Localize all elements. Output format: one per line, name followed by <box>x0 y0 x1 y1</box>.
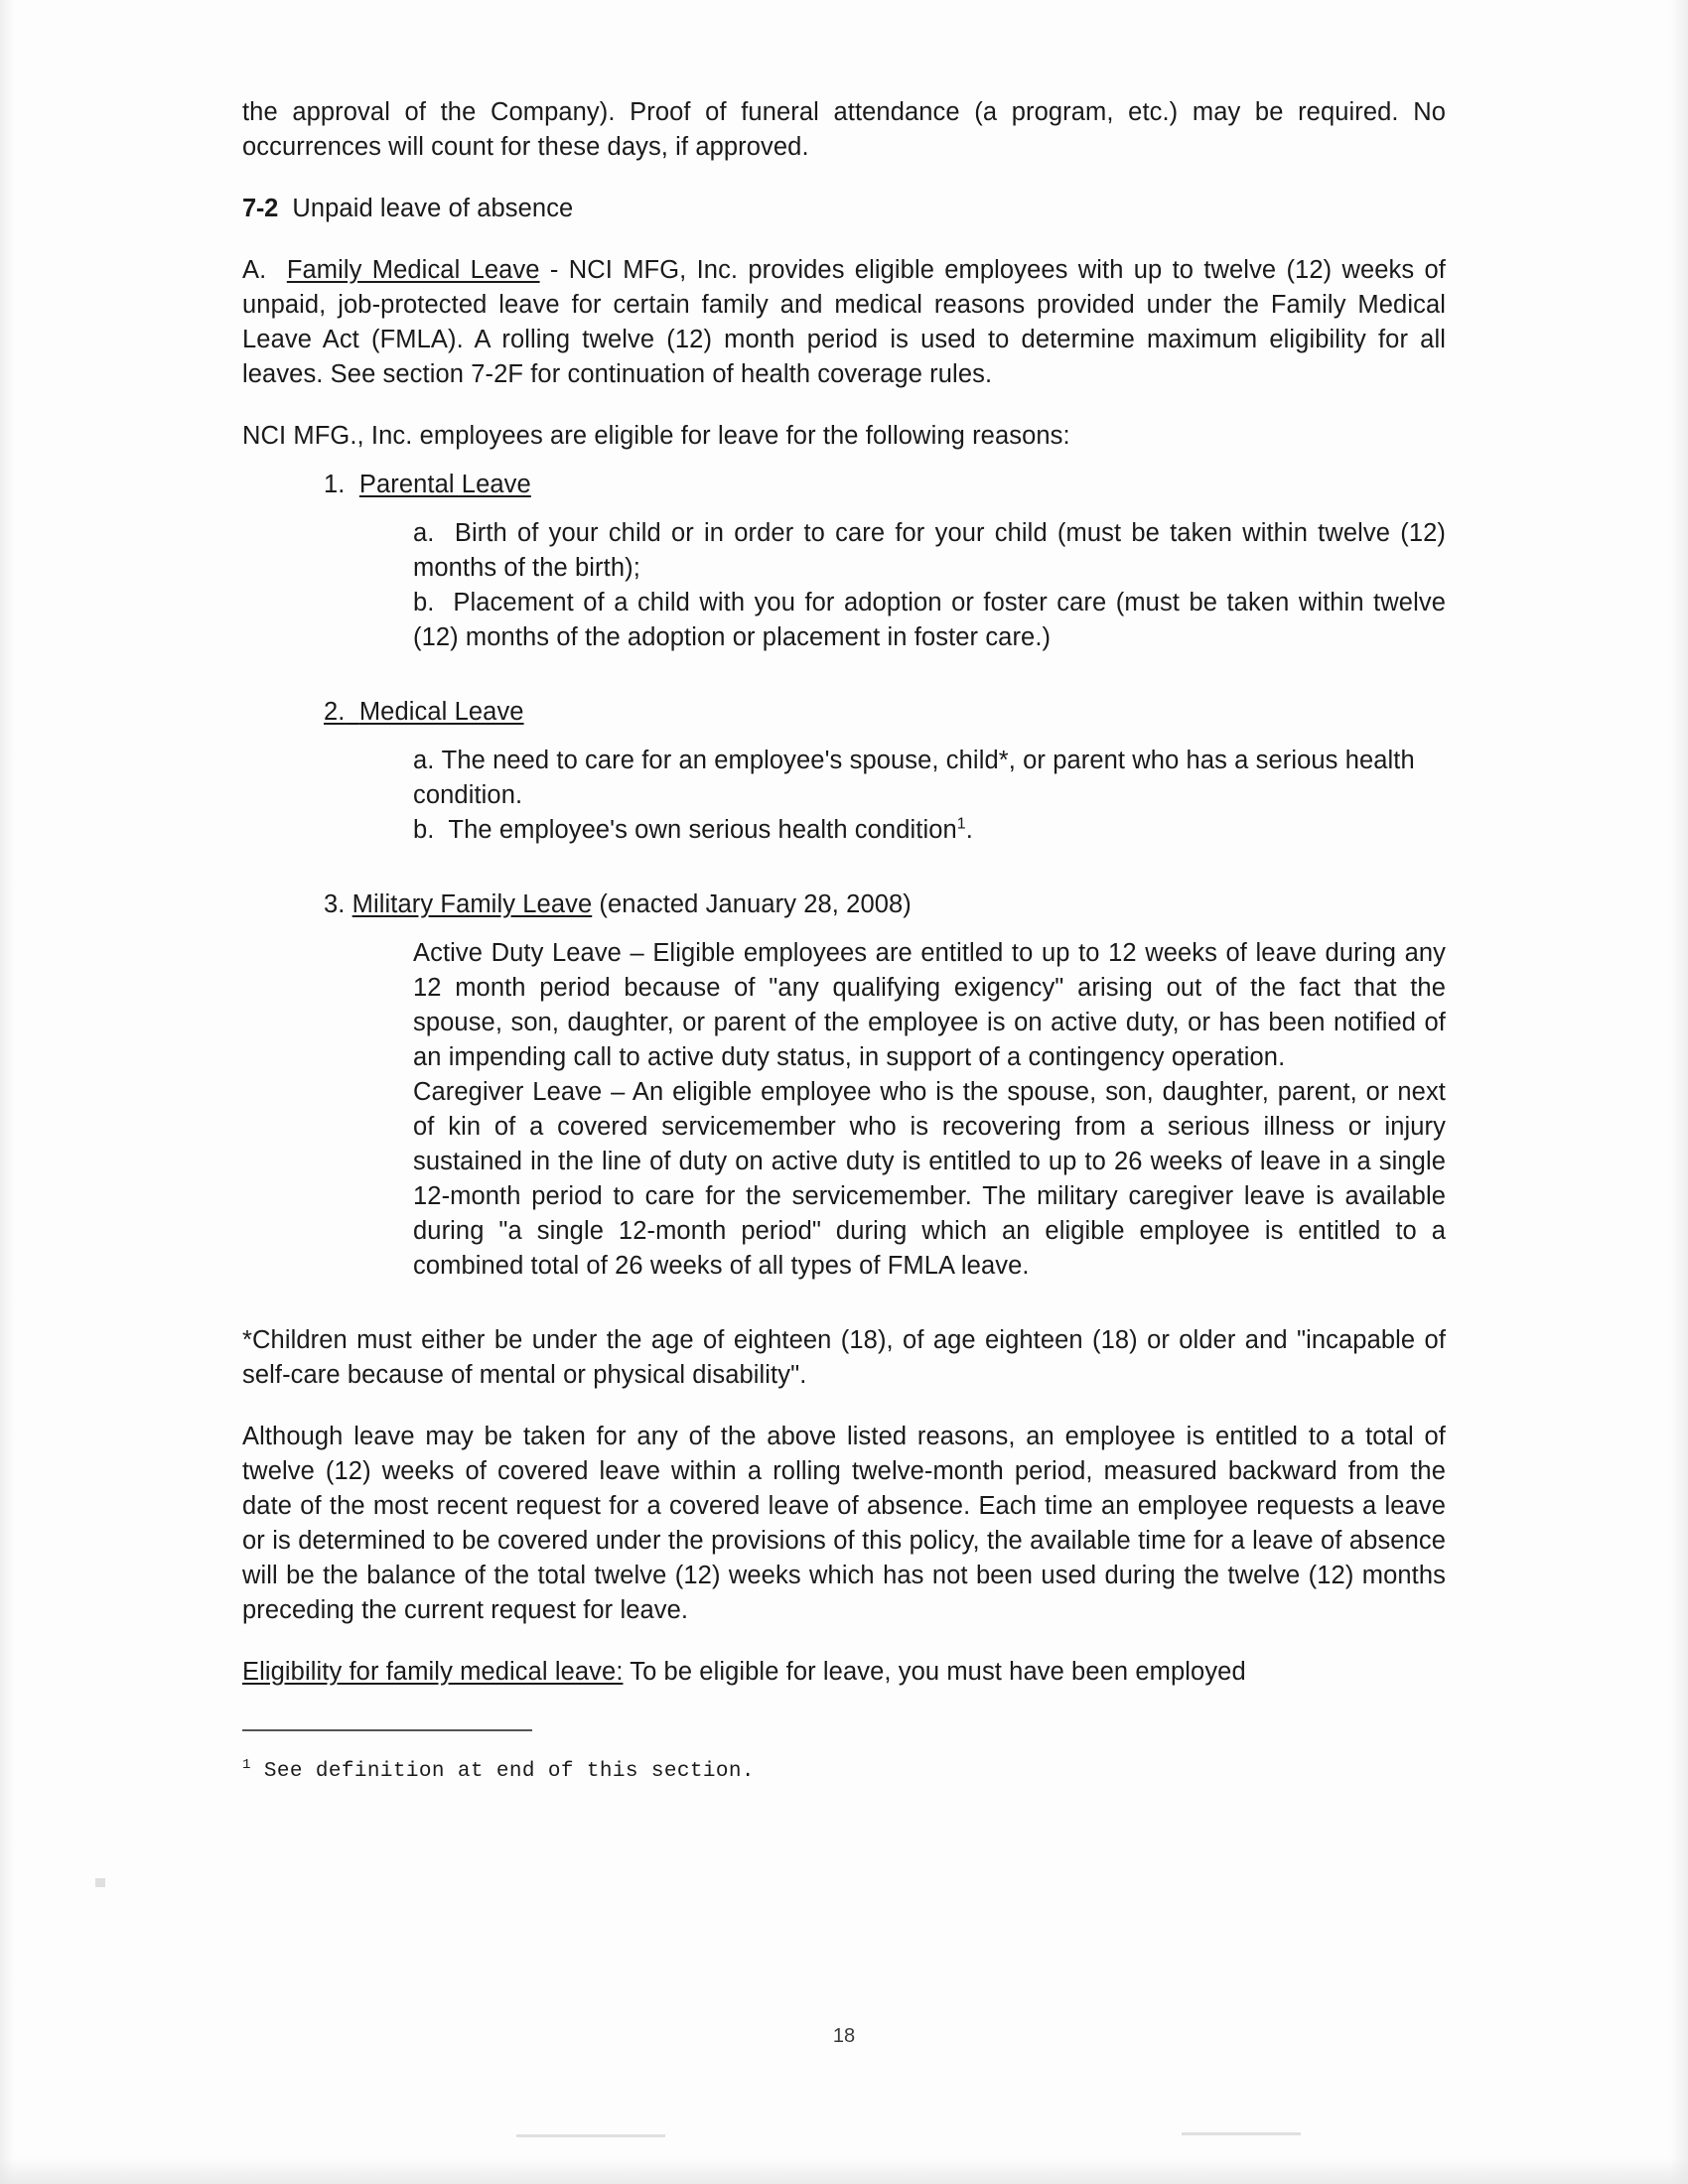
reason-1-title: Parental Leave <box>358 471 531 498</box>
page-number: 18 <box>832 2025 856 2047</box>
subitem-text: The employee's own serious health condition <box>448 816 957 844</box>
intro-paragraph: the approval of the Company). Proof of funeral attendance (a program, etc.) may be required. No occurrences will count for these days, if approved. <box>242 98 1446 161</box>
children-note: *Children must either be under the age of eighteen (18), of age eighteen (18) or older and "incapable of self-care because of mental or physical disability". <box>242 1326 1446 1389</box>
subitem-marker: a. <box>413 747 435 774</box>
eligibility-lead: NCI MFG., Inc. employees are eligible for leave for the following reasons: <box>242 422 1070 450</box>
caregiver-leave-paragraph: Caregiver Leave – An eligible employee who is the spouse, son, daughter, parent, or next of kin of a covered servicemember who is recovering from a serious illness or injury sustained in the line of duty on active duty is entitled to up to 26 weeks of leave in a single 12-month period to care for the servicemember. The military caregiver leave is available during "a single 12-month period" during which an eligible employee is entitled to a combined total of 26 weeks of all types of FMLA leave. <box>413 1078 1446 1280</box>
section-heading <box>242 192 1446 226</box>
reason-1-marker: 1. <box>324 471 346 498</box>
footnote-reference: 1 <box>956 815 966 833</box>
scan-edge-right <box>1670 0 1688 2184</box>
reason-2-marker: 2. <box>324 698 346 726</box>
item-a-marker: A. <box>242 256 267 284</box>
eligibility-text: To be eligible for leave, you must have been employed <box>623 1658 1246 1686</box>
item-a-heading: Family Medical Leave <box>286 256 540 284</box>
reason-1-subitem-a <box>413 516 1446 586</box>
subitem-marker: b. <box>413 589 435 616</box>
subitem-text: The need to care for an employee's spouse, child*, or parent who has a serious health condition. <box>413 747 1415 809</box>
rolling-period-paragraph: Although leave may be taken for any of the above listed reasons, an employee is entitled to a total of twelve (12) weeks of covered leave within a rolling twelve-month period, measured backward from the date of the most recent request for a covered leave of absence. Each time an employee requests a leave or is determined to be covered under the provisions of this policy, the available time for a leave of absence will be the balance of the total twelve (12) weeks which has not been used during the twelve (12) months preceding the current request for leave. <box>242 1423 1446 1624</box>
page-content <box>242 95 1446 1787</box>
section-title: Unpaid leave of absence <box>292 195 574 222</box>
subitem-marker: b. <box>413 816 435 844</box>
subitem-text: Placement of a child with you for adoption or foster care (must be taken within twelve (12) months of the adoption or placement in foster care.) <box>413 589 1446 651</box>
reason-2-subitem-b <box>413 813 1446 848</box>
reason-3-heading <box>324 887 1446 922</box>
eligibility-for-leave-line <box>242 1655 1446 1690</box>
section-number: 7-2 <box>242 195 278 222</box>
footnote-separator <box>242 1729 532 1731</box>
reason-2-title: Medical Leave <box>358 698 524 726</box>
reason-3-marker: 3. <box>324 890 346 918</box>
eligibility-heading: Eligibility for family medical leave: <box>242 1658 624 1686</box>
subitem-text-after: . <box>965 816 973 844</box>
active-duty-leave-paragraph: Active Duty Leave – Eligible employees are entitled to up to 12 weeks of leave during any 12 month period because of "any qualifying exigency" arising out of the fact that the spouse, son, daughter, or parent of the employee is on active duty, or has been notified of an impending call to active duty status, in support of a contingency operation. <box>413 939 1446 1071</box>
reason-3-title: Military Family Leave <box>352 890 593 918</box>
reason-2-heading <box>324 695 1446 730</box>
footnote-marker: 1 <box>242 1757 251 1773</box>
subitem-marker: a. <box>413 519 435 547</box>
subitem-text: Birth of your child or in order to care for your child (must be taken within twelve (12) months of the birth); <box>413 519 1446 582</box>
item-a-paragraph <box>242 253 1446 392</box>
reason-2-subitem-a <box>413 744 1446 813</box>
scan-edge-bottom <box>0 2158 1688 2184</box>
reason-1-subitem-b <box>413 586 1446 655</box>
footnote <box>242 1757 1446 1787</box>
reason-3-suffix: (enacted January 28, 2008) <box>592 890 912 918</box>
scan-speck <box>95 1878 105 1887</box>
scan-edge-left <box>0 0 14 2184</box>
footnote-text: See definition at end of this section. <box>250 1760 755 1783</box>
item-a-text: - NCI MFG, Inc. provides eligible employees with up to twelve (12) weeks of unpaid, job-protected leave for certain family and medical reasons provided under the Family Medical Leave Act (FMLA). A rolling twelve (12) month period is used to determine maximum eligibility for all leaves. See section 7-2F for continuation of health coverage rules. <box>242 256 1446 388</box>
scan-speck <box>516 2134 665 2137</box>
reason-1-heading <box>324 468 1446 502</box>
scan-speck <box>1182 2132 1301 2135</box>
